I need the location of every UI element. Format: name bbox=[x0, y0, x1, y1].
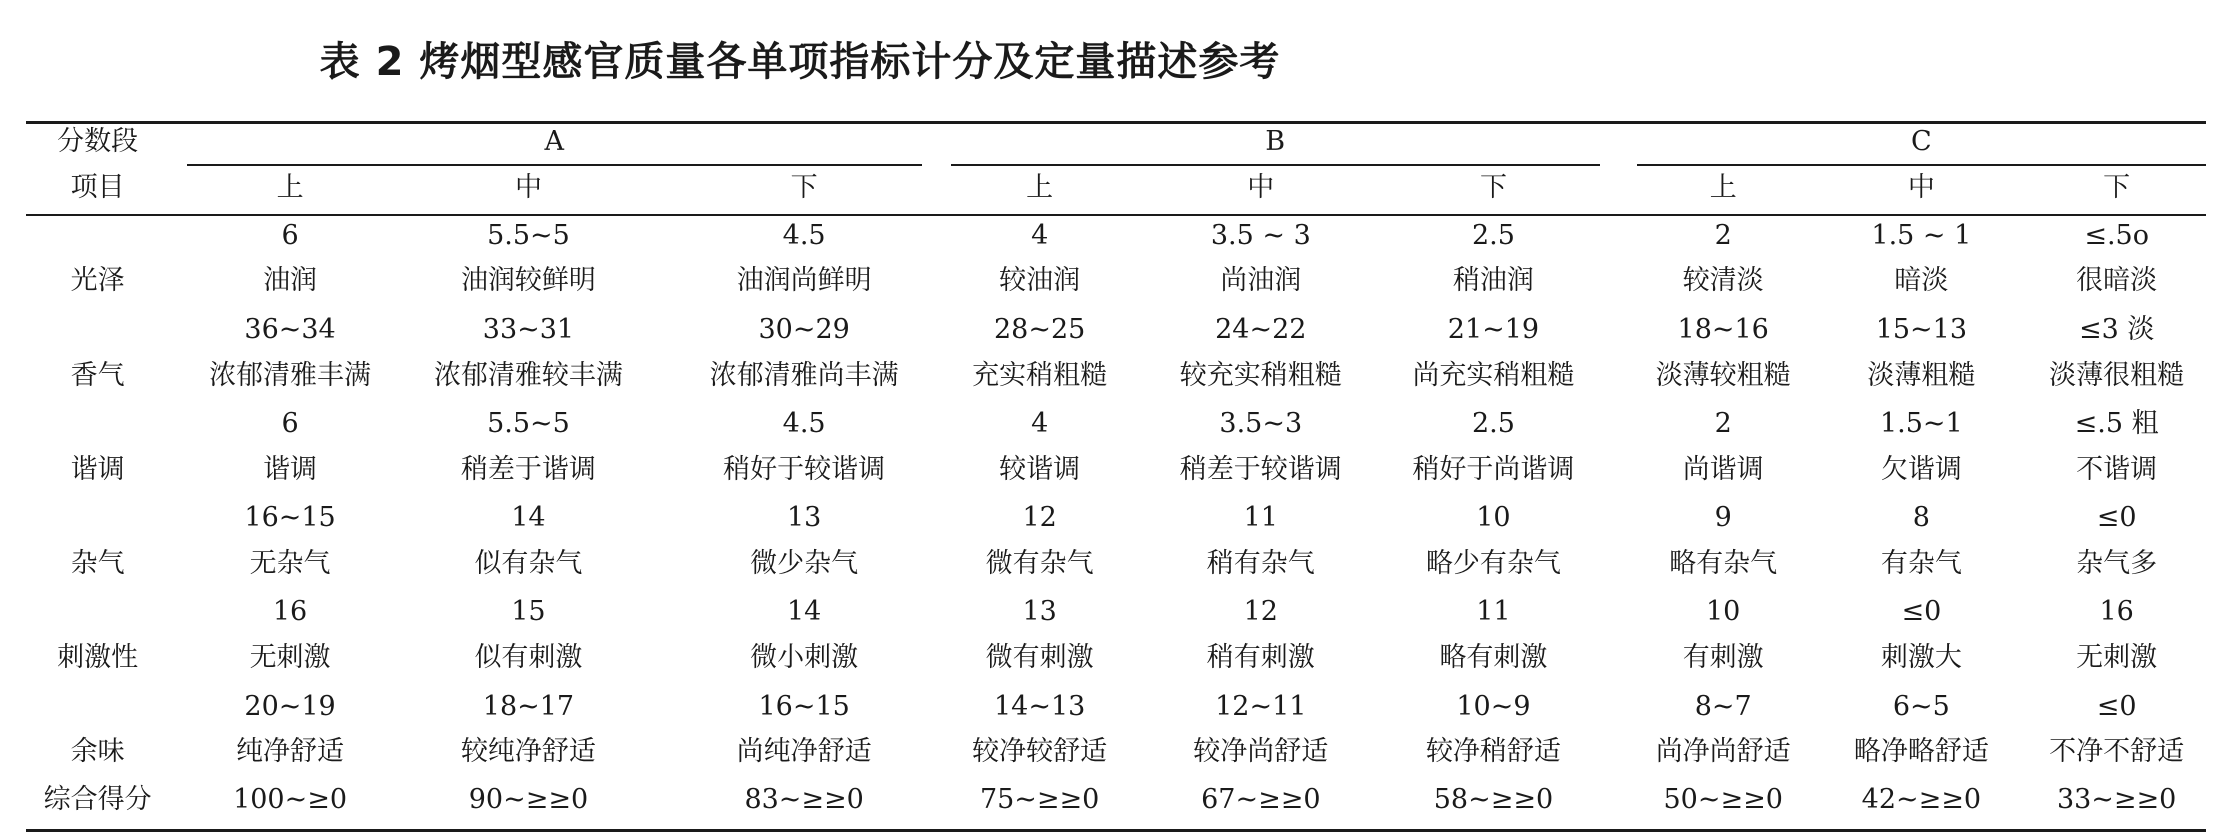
level-header: 下 bbox=[1479, 172, 1507, 204]
score-cell: 15~13 bbox=[1875, 313, 1968, 345]
score-cell: 15 bbox=[511, 596, 546, 628]
score-cell: 10 bbox=[1706, 596, 1741, 628]
group-rule-c bbox=[1637, 164, 2206, 166]
score-cell: 2 bbox=[1714, 407, 1732, 439]
score-cell: 16~15 bbox=[758, 690, 850, 722]
description-cell: 微有刺激 bbox=[985, 642, 1094, 674]
score-cell: 2 bbox=[1714, 219, 1732, 251]
description-cell: 较净稍舒适 bbox=[1425, 736, 1561, 768]
description-cell: 稍差于谐调 bbox=[460, 453, 596, 485]
table-top-rule bbox=[26, 121, 2206, 124]
group-header: C bbox=[1911, 126, 1932, 158]
level-header: 上 bbox=[1709, 172, 1737, 204]
score-cell: 6 bbox=[281, 407, 299, 439]
description-cell: 略有杂气 bbox=[1669, 548, 1778, 580]
score-cell: 30~29 bbox=[758, 313, 850, 345]
description-cell: 油润 bbox=[263, 265, 318, 297]
total-score-cell: 90~≥≥0 bbox=[468, 783, 589, 815]
total-score-cell: 42~≥≥0 bbox=[1861, 783, 1982, 815]
description-cell: 淡薄较粗糙 bbox=[1655, 359, 1791, 391]
score-cell: 18~17 bbox=[482, 690, 575, 722]
total-score-cell: 50~≥≥0 bbox=[1663, 783, 1783, 815]
score-cell: 8~7 bbox=[1694, 690, 1752, 722]
score-cell: 28~25 bbox=[993, 313, 1086, 345]
total-score-cell: 100~≥0 bbox=[233, 783, 348, 815]
score-cell: 2.5 bbox=[1471, 407, 1515, 439]
score-cell: ≤.5 粗 bbox=[2074, 407, 2159, 439]
description-cell: 微小刺激 bbox=[750, 642, 859, 674]
description-cell: 不谐调 bbox=[2076, 453, 2158, 485]
description-cell: 谐调 bbox=[263, 453, 318, 485]
description-cell: 似有杂气 bbox=[474, 548, 583, 580]
total-score-cell: 75~≥≥0 bbox=[979, 783, 1100, 815]
group-header: A bbox=[544, 126, 565, 158]
description-cell: 略少有杂气 bbox=[1425, 548, 1561, 580]
score-cell: 11 bbox=[1243, 502, 1278, 534]
description-cell: 尚净尚舒适 bbox=[1655, 736, 1791, 768]
score-cell: 14 bbox=[786, 596, 822, 628]
score-cell: ≤.5o bbox=[2084, 219, 2149, 251]
description-cell: 较谐调 bbox=[999, 453, 1081, 485]
description-cell: 不净不舒适 bbox=[2049, 736, 2185, 768]
description-cell: 略净略舒适 bbox=[1853, 736, 1989, 768]
description-cell: 油润尚鲜明 bbox=[736, 265, 872, 297]
row-name: 香气 bbox=[70, 359, 125, 391]
score-cell: 16~15 bbox=[244, 502, 336, 534]
description-cell: 微有杂气 bbox=[985, 548, 1094, 580]
score-cell: ≤3 淡 bbox=[2078, 313, 2155, 345]
description-cell: 尚充实稍粗糙 bbox=[1412, 359, 1575, 391]
description-cell: 似有刺激 bbox=[474, 642, 583, 674]
description-cell: 欠谐调 bbox=[1880, 453, 1962, 485]
score-cell: 18~16 bbox=[1677, 313, 1769, 345]
table-title: 表 2 烤烟型感官质量各单项指标计分及定量描述参考 bbox=[319, 39, 1281, 85]
row-name: 谐调 bbox=[70, 453, 125, 485]
description-cell: 有刺激 bbox=[1682, 642, 1764, 674]
score-cell: 14~13 bbox=[993, 690, 1086, 722]
score-cell: 13 bbox=[1022, 596, 1057, 628]
score-cell: 5.5~5 bbox=[487, 407, 570, 439]
description-cell: 杂气多 bbox=[2076, 548, 2158, 580]
score-cell: 33~31 bbox=[482, 313, 575, 345]
description-cell: 较清淡 bbox=[1682, 265, 1764, 297]
description-cell: 充实稍粗糙 bbox=[972, 359, 1108, 391]
description-cell: 尚谐调 bbox=[1682, 453, 1764, 485]
score-cell: ≤0 bbox=[1901, 596, 1942, 628]
description-cell: 浓郁清雅较丰满 bbox=[433, 359, 623, 391]
description-cell: 尚纯净舒适 bbox=[736, 736, 872, 768]
level-header: 中 bbox=[1247, 172, 1275, 204]
total-score-cell: 83~≥≥0 bbox=[744, 783, 864, 815]
score-cell: 6 bbox=[281, 219, 299, 251]
score-cell: 21~19 bbox=[1447, 313, 1540, 345]
description-cell: 较净尚舒适 bbox=[1193, 736, 1329, 768]
score-cell: 4.5 bbox=[782, 407, 826, 439]
score-cell: 12~11 bbox=[1215, 690, 1307, 722]
total-row-name: 综合得分 bbox=[43, 783, 152, 815]
description-cell: 较净较舒适 bbox=[972, 736, 1108, 768]
description-cell: 淡薄粗糙 bbox=[1867, 359, 1976, 391]
level-header: 上 bbox=[1026, 172, 1054, 204]
description-cell: 纯净舒适 bbox=[236, 736, 345, 768]
score-cell: 4.5 bbox=[782, 219, 826, 251]
description-cell: 暗淡 bbox=[1894, 265, 1949, 297]
description-cell: 稍有杂气 bbox=[1206, 548, 1315, 580]
description-cell: 较纯净舒适 bbox=[460, 736, 596, 768]
score-cell: 16 bbox=[2099, 596, 2134, 628]
item-label: 项目 bbox=[70, 172, 125, 204]
score-cell: ≤0 bbox=[2096, 502, 2137, 534]
score-cell: 3.5~3 bbox=[1219, 407, 1303, 439]
description-cell: 较充实稍粗糙 bbox=[1179, 359, 1342, 391]
description-cell: 稍有刺激 bbox=[1206, 642, 1315, 674]
description-cell: 稍好于尚谐调 bbox=[1412, 453, 1575, 485]
score-cell: 2.5 bbox=[1471, 219, 1515, 251]
description-cell: 稍油润 bbox=[1452, 265, 1534, 297]
description-cell: 较油润 bbox=[999, 265, 1081, 297]
score-cell: 1.5 ~ 1 bbox=[1871, 219, 1972, 251]
group-header: B bbox=[1265, 126, 1286, 158]
total-score-cell: 67~≥≥0 bbox=[1201, 783, 1321, 815]
description-cell: 油润较鲜明 bbox=[460, 265, 596, 297]
table-bottom-rule bbox=[26, 829, 2206, 832]
score-cell: 10~9 bbox=[1456, 690, 1531, 722]
total-score-cell: 33~≥≥0 bbox=[2056, 783, 2177, 815]
description-cell: 略有刺激 bbox=[1439, 642, 1548, 674]
score-cell: 13 bbox=[786, 502, 822, 534]
score-cell: 3.5 ~ 3 bbox=[1210, 219, 1311, 251]
group-rule-b bbox=[951, 164, 1600, 166]
description-cell: 稍差于较谐调 bbox=[1179, 453, 1342, 485]
score-cell: 12 bbox=[1022, 502, 1057, 534]
score-cell: 1.5~1 bbox=[1879, 407, 1963, 439]
score-cell: 16 bbox=[272, 596, 308, 628]
score-cell: 14 bbox=[511, 502, 546, 534]
description-cell: 稍好于较谐调 bbox=[723, 453, 886, 485]
score-cell: 10 bbox=[1476, 502, 1511, 534]
score-cell: 11 bbox=[1476, 596, 1511, 628]
score-cell: ≤0 bbox=[2096, 690, 2137, 722]
score-cell: 20~19 bbox=[244, 690, 336, 722]
score-cell: 9 bbox=[1714, 502, 1732, 534]
score-cell: 5.5~5 bbox=[487, 219, 570, 251]
description-cell: 微少杂气 bbox=[750, 548, 859, 580]
description-cell: 浓郁清雅丰满 bbox=[209, 359, 372, 391]
description-cell: 浓郁清雅尚丰满 bbox=[709, 359, 899, 391]
description-cell: 尚油润 bbox=[1220, 265, 1302, 297]
level-header: 中 bbox=[514, 172, 542, 204]
total-score-cell: 58~≥≥0 bbox=[1433, 783, 1554, 815]
description-cell: 无杂气 bbox=[249, 548, 331, 580]
group-rule-a bbox=[187, 164, 922, 166]
description-cell: 刺激大 bbox=[1880, 642, 1962, 674]
score-cell: 4 bbox=[1031, 407, 1049, 439]
row-name: 光泽 bbox=[70, 265, 125, 297]
level-header: 中 bbox=[1907, 172, 1935, 204]
row-name: 杂气 bbox=[70, 548, 125, 580]
segment-label: 分数段 bbox=[57, 126, 139, 158]
score-cell: 12 bbox=[1243, 596, 1278, 628]
score-cell: 6~5 bbox=[1892, 690, 1950, 722]
description-cell: 很暗淡 bbox=[2076, 265, 2158, 297]
level-header: 下 bbox=[2103, 172, 2131, 204]
row-name: 刺激性 bbox=[57, 642, 139, 674]
score-cell: 4 bbox=[1031, 219, 1049, 251]
row-name: 余味 bbox=[70, 736, 125, 768]
score-cell: 24~22 bbox=[1215, 313, 1307, 345]
level-header: 上 bbox=[276, 172, 304, 204]
description-cell: 有杂气 bbox=[1880, 548, 1962, 580]
score-cell: 36~34 bbox=[244, 313, 336, 345]
description-cell: 无刺激 bbox=[249, 642, 331, 674]
description-cell: 无刺激 bbox=[2076, 642, 2158, 674]
description-cell: 淡薄很粗糙 bbox=[2049, 359, 2185, 391]
level-header: 下 bbox=[790, 172, 818, 204]
score-cell: 8 bbox=[1912, 502, 1930, 534]
